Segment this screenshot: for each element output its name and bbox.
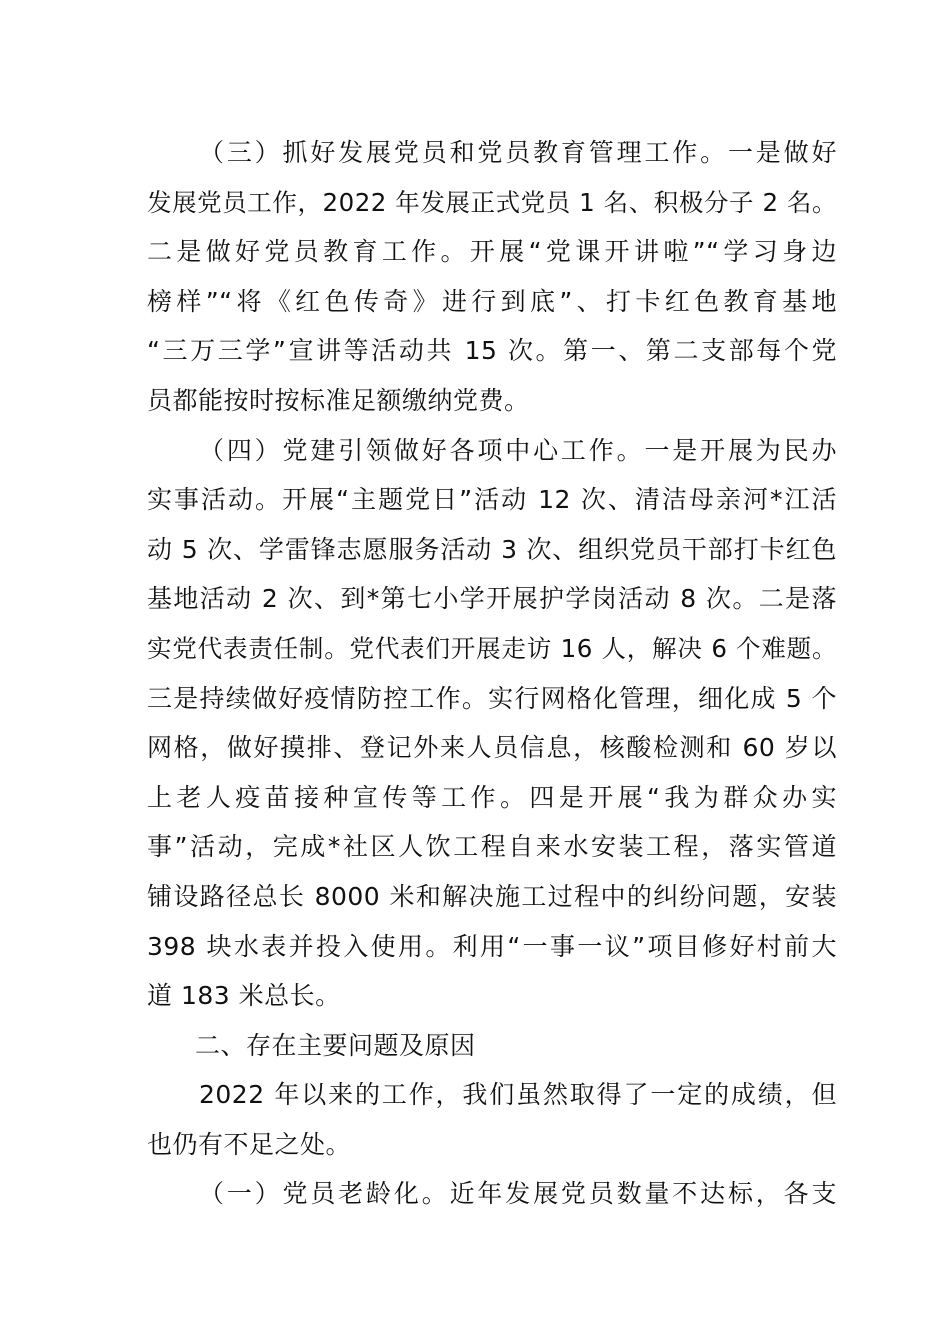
section-heading: 二、存在主要问题及原因	[195, 1030, 476, 1060]
paragraph-line: 三是持续做好疫情防控工作。实行网格化管理，细化成 5 个	[147, 683, 837, 713]
paragraph-line: 实事活动。开展“主题党日”活动 12 次、清洁母亲河*江活	[147, 485, 837, 515]
paragraph-line: 398 块水表并投入使用。利用“一事一议”项目修好村前大	[147, 931, 837, 961]
paragraph-line: “三万三学”宣讲等活动共 15 次。第一、第二支部每个党	[147, 336, 837, 366]
paragraph-line: 网格，做好摸排、登记外来人员信息，核酸检测和 60 岁以	[147, 733, 837, 763]
paragraph-line: 基地活动 2 次、到*第七小学开展护学岗活动 8 次。二是落	[147, 584, 837, 614]
paragraph-line: 事”活动，完成*社区人饮工程自来水安装工程，落实管道	[147, 832, 837, 862]
document-body	[147, 128, 837, 1219]
paragraph-line: （四）党建引领做好各项中心工作。一是开展为民办	[199, 435, 837, 465]
paragraph-line: 铺设路径总长 8000 米和解决施工过程中的纠纷问题，安装	[147, 881, 837, 911]
paragraph-line: 榜样”“将《红色传奇》进行到底”、打卡红色教育基地	[147, 286, 837, 316]
paragraph-line: 发展党员工作，2022 年发展正式党员 1 名、积极分子 2 名。	[147, 187, 837, 217]
paragraph-line: 实党代表责任制。党代表们开展走访 16 人，解决 6 个难题。	[147, 633, 837, 663]
paragraph-line: 上老人疫苗接种宣传等工作。四是开展“我为群众办实	[147, 782, 837, 812]
paragraph-line: 也仍有不足之处。	[147, 1129, 352, 1159]
paragraph-line: 二是做好党员教育工作。开展“党课开讲啦”“学习身边	[147, 237, 837, 267]
paragraph-line: （三）抓好发展党员和党员教育管理工作。一是做好	[199, 138, 837, 167]
paragraph-line: （一）党员老龄化。近年发展党员数量不达标，各支	[199, 1179, 837, 1209]
paragraph-line: 员都能按时按标准足额缴纳党费。	[147, 385, 530, 415]
paragraph-line: 动 5 次、学雷锋志愿服务活动 3 次、组织党员干部打卡红色	[147, 534, 837, 564]
paragraph-line: 2022 年以来的工作，我们虽然取得了一定的成绩，但	[199, 1080, 837, 1110]
paragraph-line: 道 183 米总长。	[147, 981, 341, 1011]
